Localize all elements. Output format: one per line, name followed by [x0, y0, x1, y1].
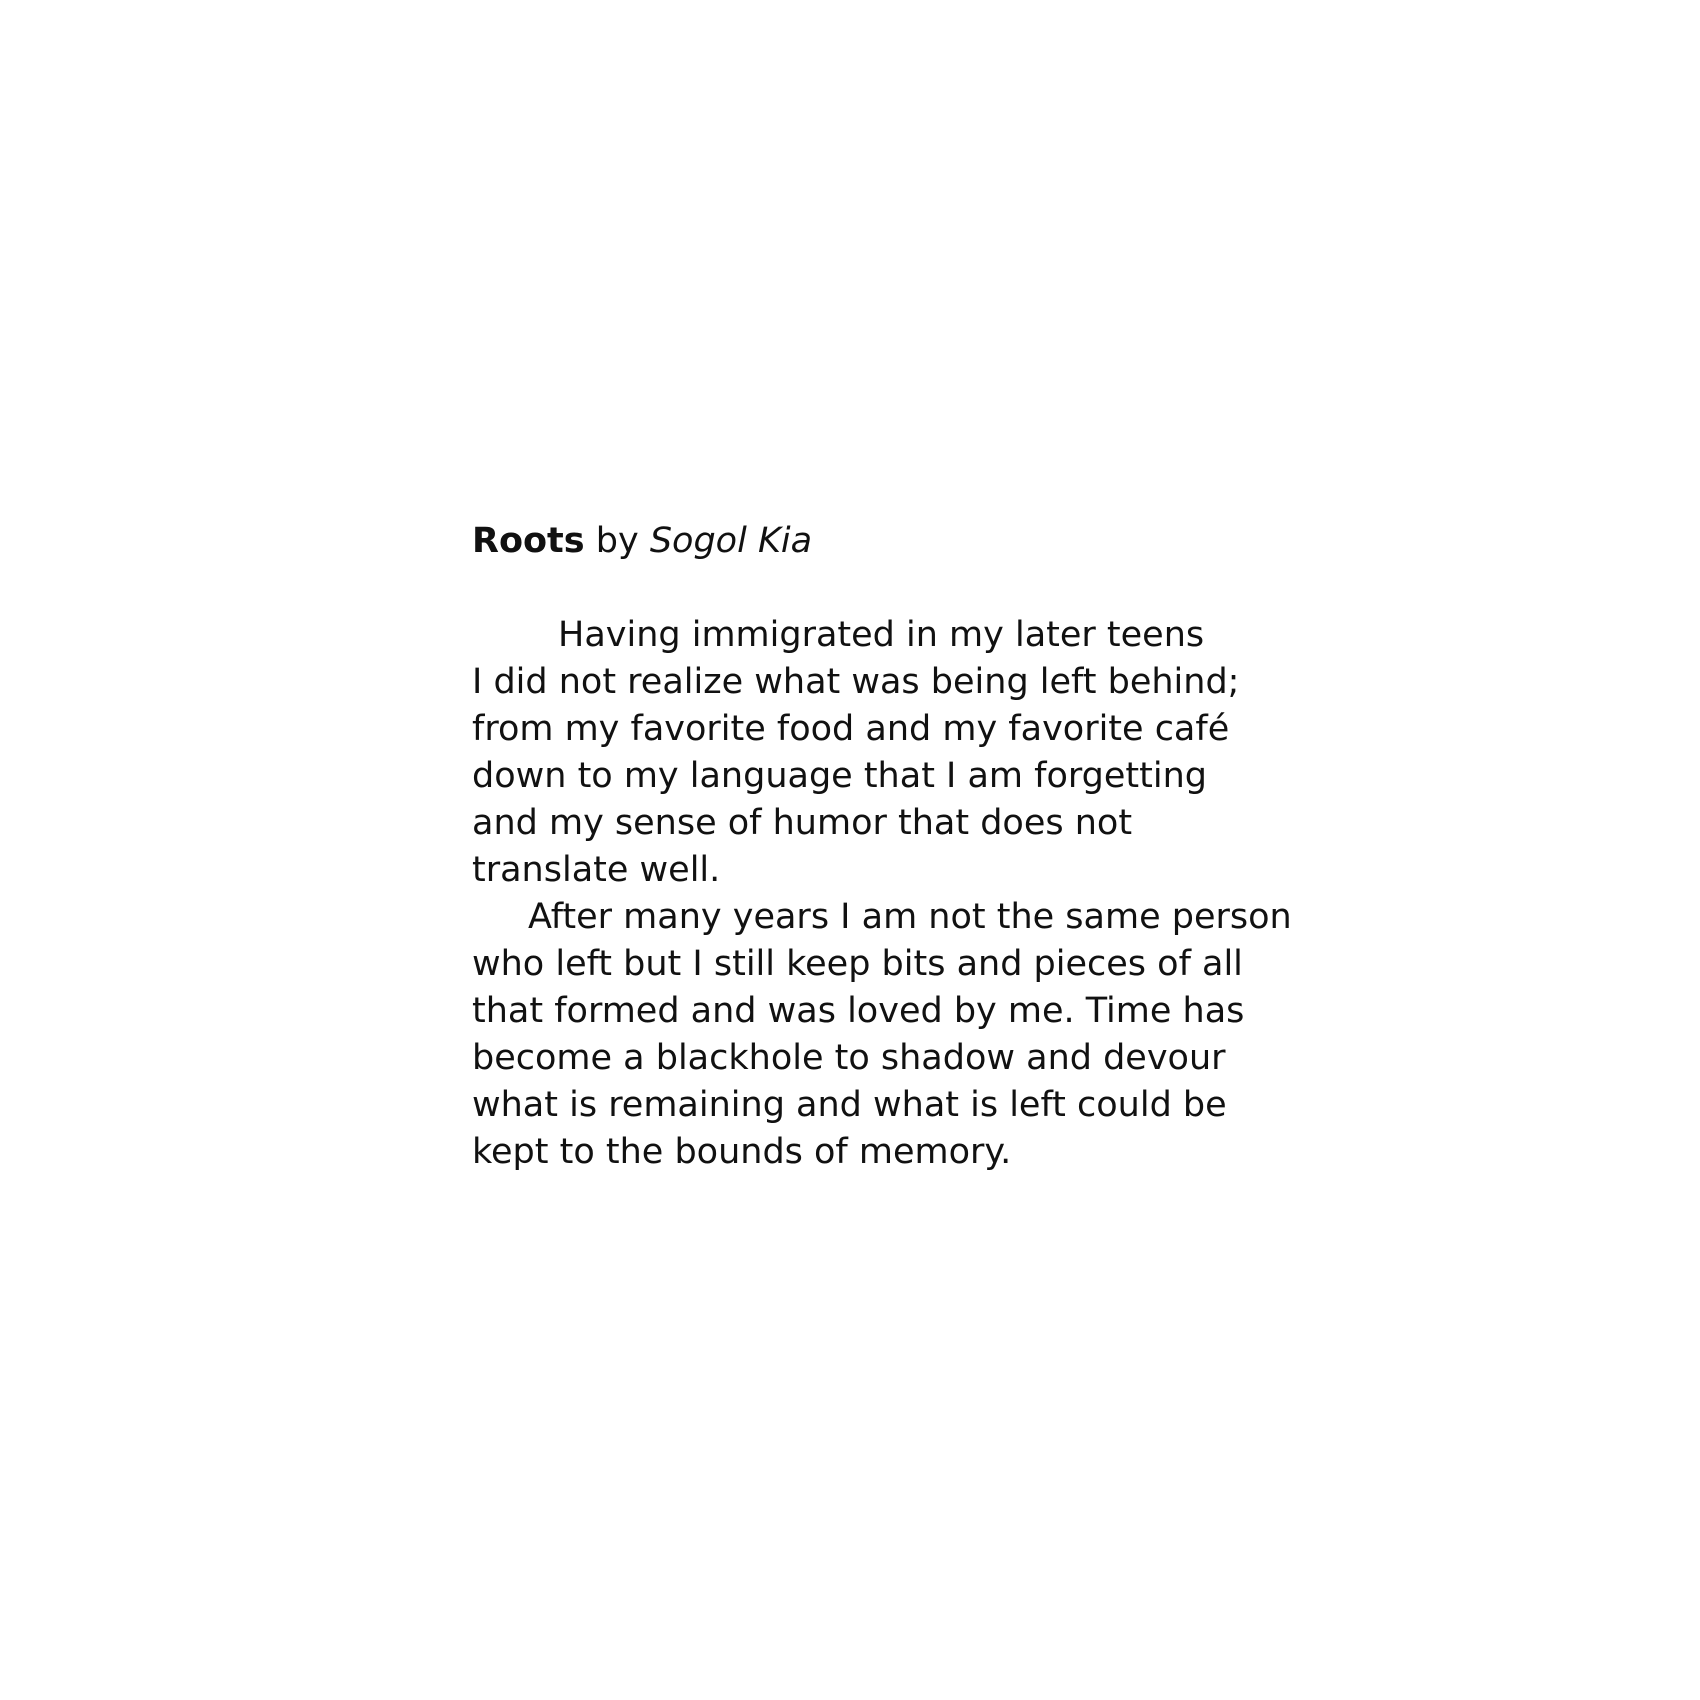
poem-line: I did not realize what was being left behind;: [472, 662, 1240, 702]
poem-line: what is remaining and what is left could be: [472, 1085, 1227, 1125]
poem: [472, 518, 1352, 1176]
poem-line: translate well.: [472, 850, 721, 890]
poem-line: and my sense of humor that does not: [472, 803, 1133, 843]
poem-line: Having immigrated in my later teens: [558, 615, 1205, 655]
poem-title: Roots: [472, 521, 585, 561]
poem-line: that formed and was loved by me. Time has: [472, 991, 1245, 1031]
poem-body: [472, 612, 1352, 1176]
poem-line: kept to the bounds of memory.: [472, 1132, 1012, 1172]
poem-author: Sogol Kia: [649, 521, 813, 561]
poem-line: who left but I still keep bits and pieces of all: [472, 944, 1243, 984]
poem-line: After many years I am not the same person: [528, 897, 1292, 937]
poem-line: down to my language that I am forgetting: [472, 756, 1207, 796]
poem-line: become a blackhole to shadow and devour: [472, 1038, 1226, 1078]
poem-heading: [472, 518, 1352, 565]
byline-by: by: [595, 521, 639, 561]
poem-line: from my favorite food and my favorite café: [472, 709, 1230, 749]
